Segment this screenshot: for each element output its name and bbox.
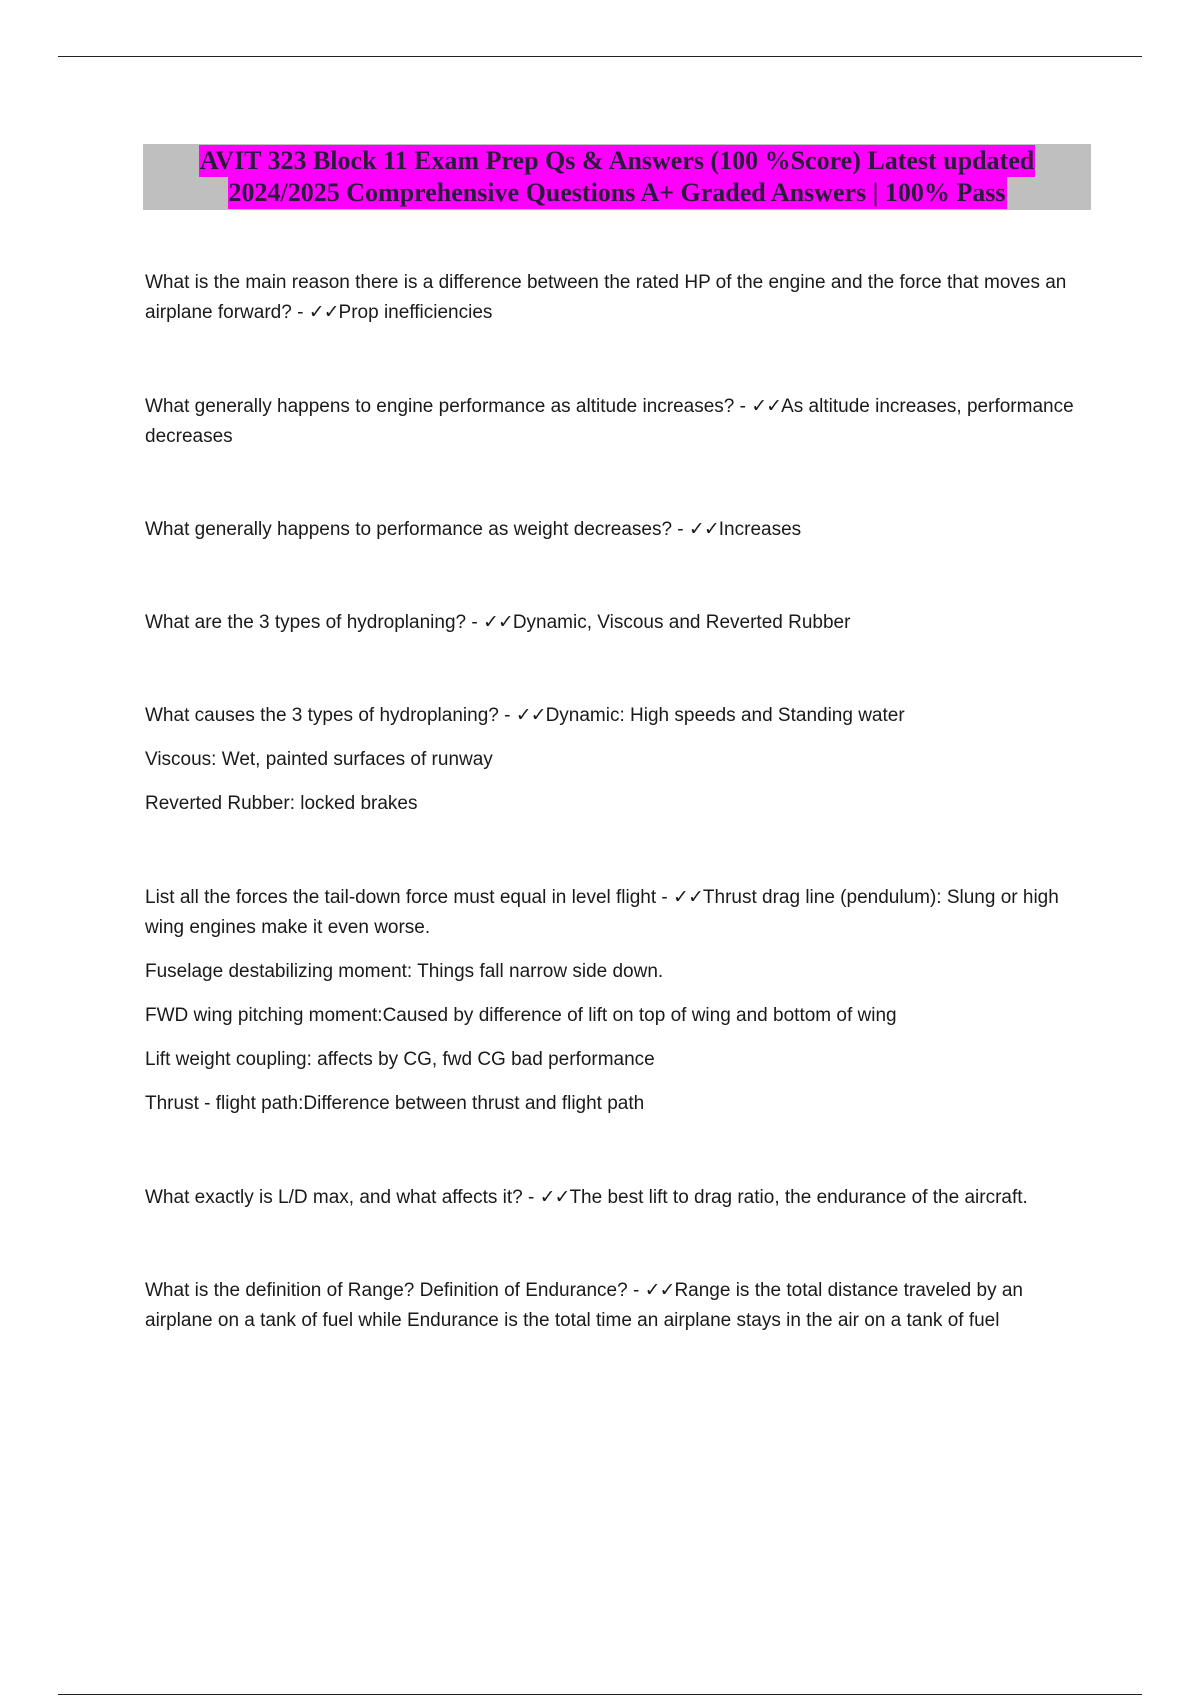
question-text: List all the forces the tail-down force must equal in level flight <box>145 887 657 908</box>
answer-text: Dynamic: High speeds and Standing water <box>545 705 905 726</box>
qa-question-line: What is the main reason there is a difference between the rated HP of the engine and the force that moves an airplane forward? - ✓✓Prop inefficiencies <box>145 272 1067 323</box>
double-check-icon: ✓✓ <box>673 887 703 908</box>
qa-item <box>145 608 1095 638</box>
top-rule <box>58 56 1142 57</box>
answer-text: Dynamic, Viscous and Reverted Rubber <box>512 612 851 633</box>
answer-text: Prop inefficiencies <box>338 302 493 323</box>
qa-item <box>145 1183 1095 1213</box>
double-check-icon: ✓✓ <box>308 302 339 323</box>
question-text: What generally happens to engine performance as altitude increases? <box>145 396 735 417</box>
answer-extra-line: Fuselage destabilizing moment: Things fall narrow side down. <box>145 961 664 982</box>
double-check-icon: ✓✓ <box>644 1280 675 1301</box>
qa-list <box>145 268 1095 1336</box>
question-text: What is the definition of Range? Definition of Endurance? <box>145 1280 628 1301</box>
double-check-icon: ✓✓ <box>539 1187 570 1208</box>
title-line-2: 2024/2025 Comprehensive Questions A+ Graded Answers | 100% Pass <box>228 178 1006 207</box>
question-text: What exactly is L/D max, and what affects it? <box>145 1187 523 1208</box>
answer-extra-line: Lift weight coupling: affects by CG, fwd CG bad performance <box>145 1049 655 1070</box>
document-title <box>143 144 1091 210</box>
double-check-icon: ✓✓ <box>688 519 719 540</box>
question-text: What are the 3 types of hydroplaning? <box>145 612 467 633</box>
qa-item <box>145 515 1095 545</box>
qa-question-line: What are the 3 types of hydroplaning? - ✓✓Dynamic, Viscous and Reverted Rubber <box>145 612 851 633</box>
answer-text: Range is the total distance traveled by an airplane on a tank of fuel while Endurance is the total time an airplane stays in the air on a tank of fuel <box>145 1280 1023 1331</box>
qa-question-line: What causes the 3 types of hydroplaning? - ✓✓Dynamic: High speeds and Standing water <box>145 705 905 726</box>
qa-item <box>145 392 1095 452</box>
double-check-icon: ✓✓ <box>515 705 546 726</box>
answer-extra-line: Thrust - flight path:Difference between thrust and flight path <box>145 1093 645 1114</box>
answer-extra-line: Reverted Rubber: locked brakes <box>145 793 418 814</box>
qa-question-line: What generally happens to performance as weight decreases? - ✓✓Increases <box>145 519 802 540</box>
qa-question-line: What generally happens to engine performance as altitude increases? - ✓✓As altitude increases, performance decreases <box>145 396 1074 447</box>
title-line-1: AVIT 323 Block 11 Exam Prep Qs & Answers (100 %Score) Latest updated <box>199 146 1035 175</box>
qa-question-line: List all the forces the tail-down force must equal in level flight - ✓✓Thrust drag line (pendulum): Slung or high wing engines make it even worse. <box>145 887 1059 938</box>
answer-extra-line: Viscous: Wet, painted surfaces of runway <box>145 749 493 770</box>
double-check-icon: ✓✓ <box>751 396 782 417</box>
qa-item <box>145 701 1095 819</box>
answer-text: As altitude increases, performance decreases <box>145 396 1074 447</box>
qa-item <box>145 883 1095 1119</box>
qa-item <box>145 1276 1095 1336</box>
qa-question-line: What is the definition of Range? Definition of Endurance? - ✓✓Range is the total distance traveled by an airplane on a tank of fuel while Endurance is the total time an airplane stays in the air on a tank of fuel <box>145 1280 1023 1331</box>
question-text: What is the main reason there is a difference between the rated HP of the engine and the force that moves an airplane forward? <box>145 272 1067 323</box>
question-text: What causes the 3 types of hydroplaning? <box>145 705 499 726</box>
answer-text: The best lift to drag ratio, the endurance of the aircraft. <box>569 1187 1028 1208</box>
question-text: What generally happens to performance as weight decreases? <box>145 519 673 540</box>
qa-item <box>145 268 1095 328</box>
bottom-rule <box>58 1694 1142 1695</box>
answer-text: Increases <box>718 519 802 540</box>
answer-extra-line: FWD wing pitching moment:Caused by difference of lift on top of wing and bottom of wing <box>145 1005 897 1026</box>
double-check-icon: ✓✓ <box>482 612 513 633</box>
qa-question-line: What exactly is L/D max, and what affects it? - ✓✓The best lift to drag ratio, the endurance of the aircraft. <box>145 1187 1028 1208</box>
answer-text: Thrust drag line (pendulum): Slung or high wing engines make it even worse. <box>145 887 1059 938</box>
